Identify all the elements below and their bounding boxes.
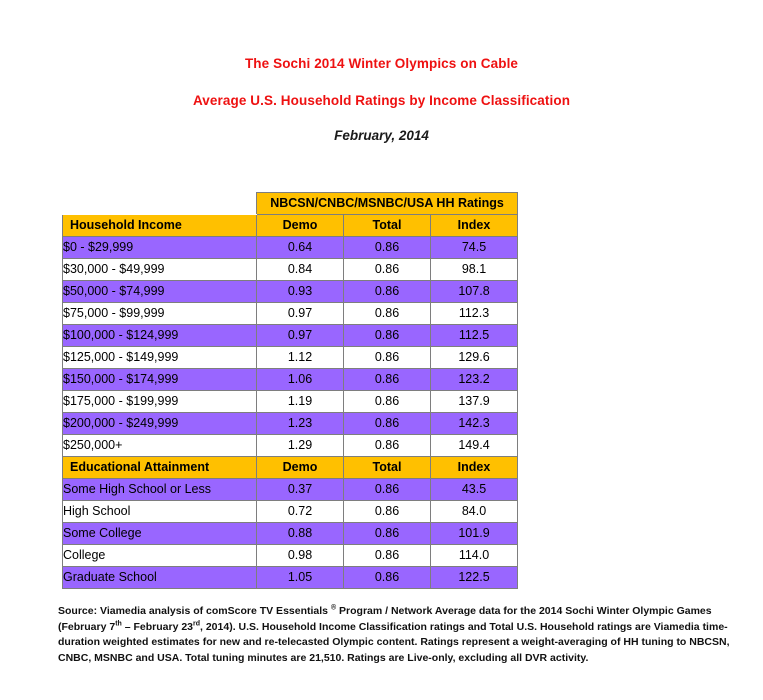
cell-total: 0.86	[344, 479, 431, 501]
footnote-part-1: Source: Viamedia analysis of comScore TV Essentials	[58, 605, 331, 617]
cell-index: 98.1	[431, 259, 518, 281]
cell-total: 0.86	[344, 325, 431, 347]
table-section-header-row	[63, 215, 518, 237]
cell-category: $250,000+	[63, 435, 257, 457]
table-row	[63, 479, 518, 501]
cell-total: 0.86	[344, 259, 431, 281]
cell-demo: 1.05	[257, 567, 344, 589]
cell-index: 112.5	[431, 325, 518, 347]
cell-demo: 1.29	[257, 435, 344, 457]
cell-total: 0.86	[344, 347, 431, 369]
column-header-category: Household Income	[63, 215, 257, 237]
cell-demo: 0.37	[257, 479, 344, 501]
cell-demo: 1.23	[257, 413, 344, 435]
source-footnote	[58, 604, 758, 666]
cell-category: Graduate School	[63, 567, 257, 589]
cell-demo: 0.88	[257, 523, 344, 545]
cell-total: 0.86	[344, 435, 431, 457]
cell-demo: 0.72	[257, 501, 344, 523]
cell-demo: 0.97	[257, 303, 344, 325]
cell-category: $175,000 - $199,999	[63, 391, 257, 413]
table-group-header-row	[63, 193, 518, 215]
cell-index: 129.6	[431, 347, 518, 369]
cell-demo: 0.98	[257, 545, 344, 567]
footnote-part-3: – February 23	[121, 620, 193, 633]
cell-index: 137.9	[431, 391, 518, 413]
cell-demo: 1.06	[257, 369, 344, 391]
table-row	[63, 435, 518, 457]
table-row	[63, 369, 518, 391]
cell-index: 142.3	[431, 413, 518, 435]
cell-demo: 1.19	[257, 391, 344, 413]
cell-total: 0.86	[344, 545, 431, 567]
table-section-header-row	[63, 457, 518, 479]
cell-index: 74.5	[431, 237, 518, 259]
cell-total: 0.86	[344, 523, 431, 545]
cell-total: 0.86	[344, 501, 431, 523]
table-row	[63, 237, 518, 259]
ratings-table	[62, 192, 518, 589]
group-header-spacer-cell	[63, 193, 257, 215]
cell-index: 123.2	[431, 369, 518, 391]
ordinal-suffix-rd: rd	[193, 620, 200, 627]
cell-total: 0.86	[344, 369, 431, 391]
ratings-table-body	[63, 193, 518, 589]
table-row	[63, 501, 518, 523]
report-title-date: February, 2014	[334, 128, 429, 143]
column-header-category: Educational Attainment	[63, 457, 257, 479]
cell-category: High School	[63, 501, 257, 523]
cell-index: 112.3	[431, 303, 518, 325]
registered-trademark-icon: ®	[330, 604, 337, 612]
column-header-demo: Demo	[257, 457, 344, 479]
column-header-total: Total	[344, 215, 431, 237]
cell-total: 0.86	[344, 281, 431, 303]
column-header-total: Total	[344, 457, 431, 479]
cell-demo: 1.12	[257, 347, 344, 369]
cell-category: Some High School or Less	[63, 479, 257, 501]
cell-category: $100,000 - $124,999	[63, 325, 257, 347]
cell-category: Some College	[63, 523, 257, 545]
cell-total: 0.86	[344, 237, 431, 259]
table-row	[63, 391, 518, 413]
cell-category: $150,000 - $174,999	[63, 369, 257, 391]
table-row	[63, 347, 518, 369]
table-row	[63, 281, 518, 303]
cell-index: 43.5	[431, 479, 518, 501]
column-header-demo: Demo	[257, 215, 344, 237]
column-header-index: Index	[431, 215, 518, 237]
cell-demo: 0.64	[257, 237, 344, 259]
cell-index: 122.5	[431, 567, 518, 589]
cell-total: 0.86	[344, 413, 431, 435]
cell-index: 149.4	[431, 435, 518, 457]
table-row	[63, 259, 518, 281]
cell-index: 84.0	[431, 501, 518, 523]
cell-index: 101.9	[431, 523, 518, 545]
cell-category: $200,000 - $249,999	[63, 413, 257, 435]
report-title-line-1: The Sochi 2014 Winter Olympics on Cable	[244, 56, 519, 71]
footnote-part-4: , 2014). U.S. Household Income Classification ratings and Total U.S. Household ratings are Viamedia time-duration weighted estimates for new and re-telecasted Olympic content. Ratings represent a weight-averaging of HH tuning to NBCSN, CNBC, MSNBC and USA. Total tuning minutes are 21,510. Ratings are Live-only, excluding all DVR activity.	[58, 620, 730, 664]
cell-demo: 0.97	[257, 325, 344, 347]
group-header-networks: NBCSN/CNBC/MSNBC/USA HH Ratings	[257, 193, 518, 215]
cell-total: 0.86	[344, 567, 431, 589]
table-row	[63, 567, 518, 589]
cell-category: $75,000 - $99,999	[63, 303, 257, 325]
table-row	[63, 523, 518, 545]
cell-total: 0.86	[344, 391, 431, 413]
cell-category: $0 - $29,999	[63, 237, 257, 259]
table-row	[63, 303, 518, 325]
table-row	[63, 545, 518, 567]
cell-index: 114.0	[431, 545, 518, 567]
ordinal-suffix-th: th	[115, 620, 122, 627]
table-row	[63, 325, 518, 347]
cell-demo: 0.93	[257, 281, 344, 303]
cell-category: $30,000 - $49,999	[63, 259, 257, 281]
cell-index: 107.8	[431, 281, 518, 303]
report-title-line-2: Average U.S. Household Ratings by Income Classification	[192, 93, 571, 108]
column-header-index: Index	[431, 457, 518, 479]
cell-demo: 0.84	[257, 259, 344, 281]
cell-total: 0.86	[344, 303, 431, 325]
title-block	[0, 0, 763, 143]
table-row	[63, 413, 518, 435]
footnote-part-2: Program / Network Average data for the 2014 Sochi Winter Olympic Games (February 7	[58, 605, 712, 633]
cell-category: $125,000 - $149,999	[63, 347, 257, 369]
cell-category: College	[63, 545, 257, 567]
ratings-table-container	[62, 192, 517, 589]
cell-category: $50,000 - $74,999	[63, 281, 257, 303]
